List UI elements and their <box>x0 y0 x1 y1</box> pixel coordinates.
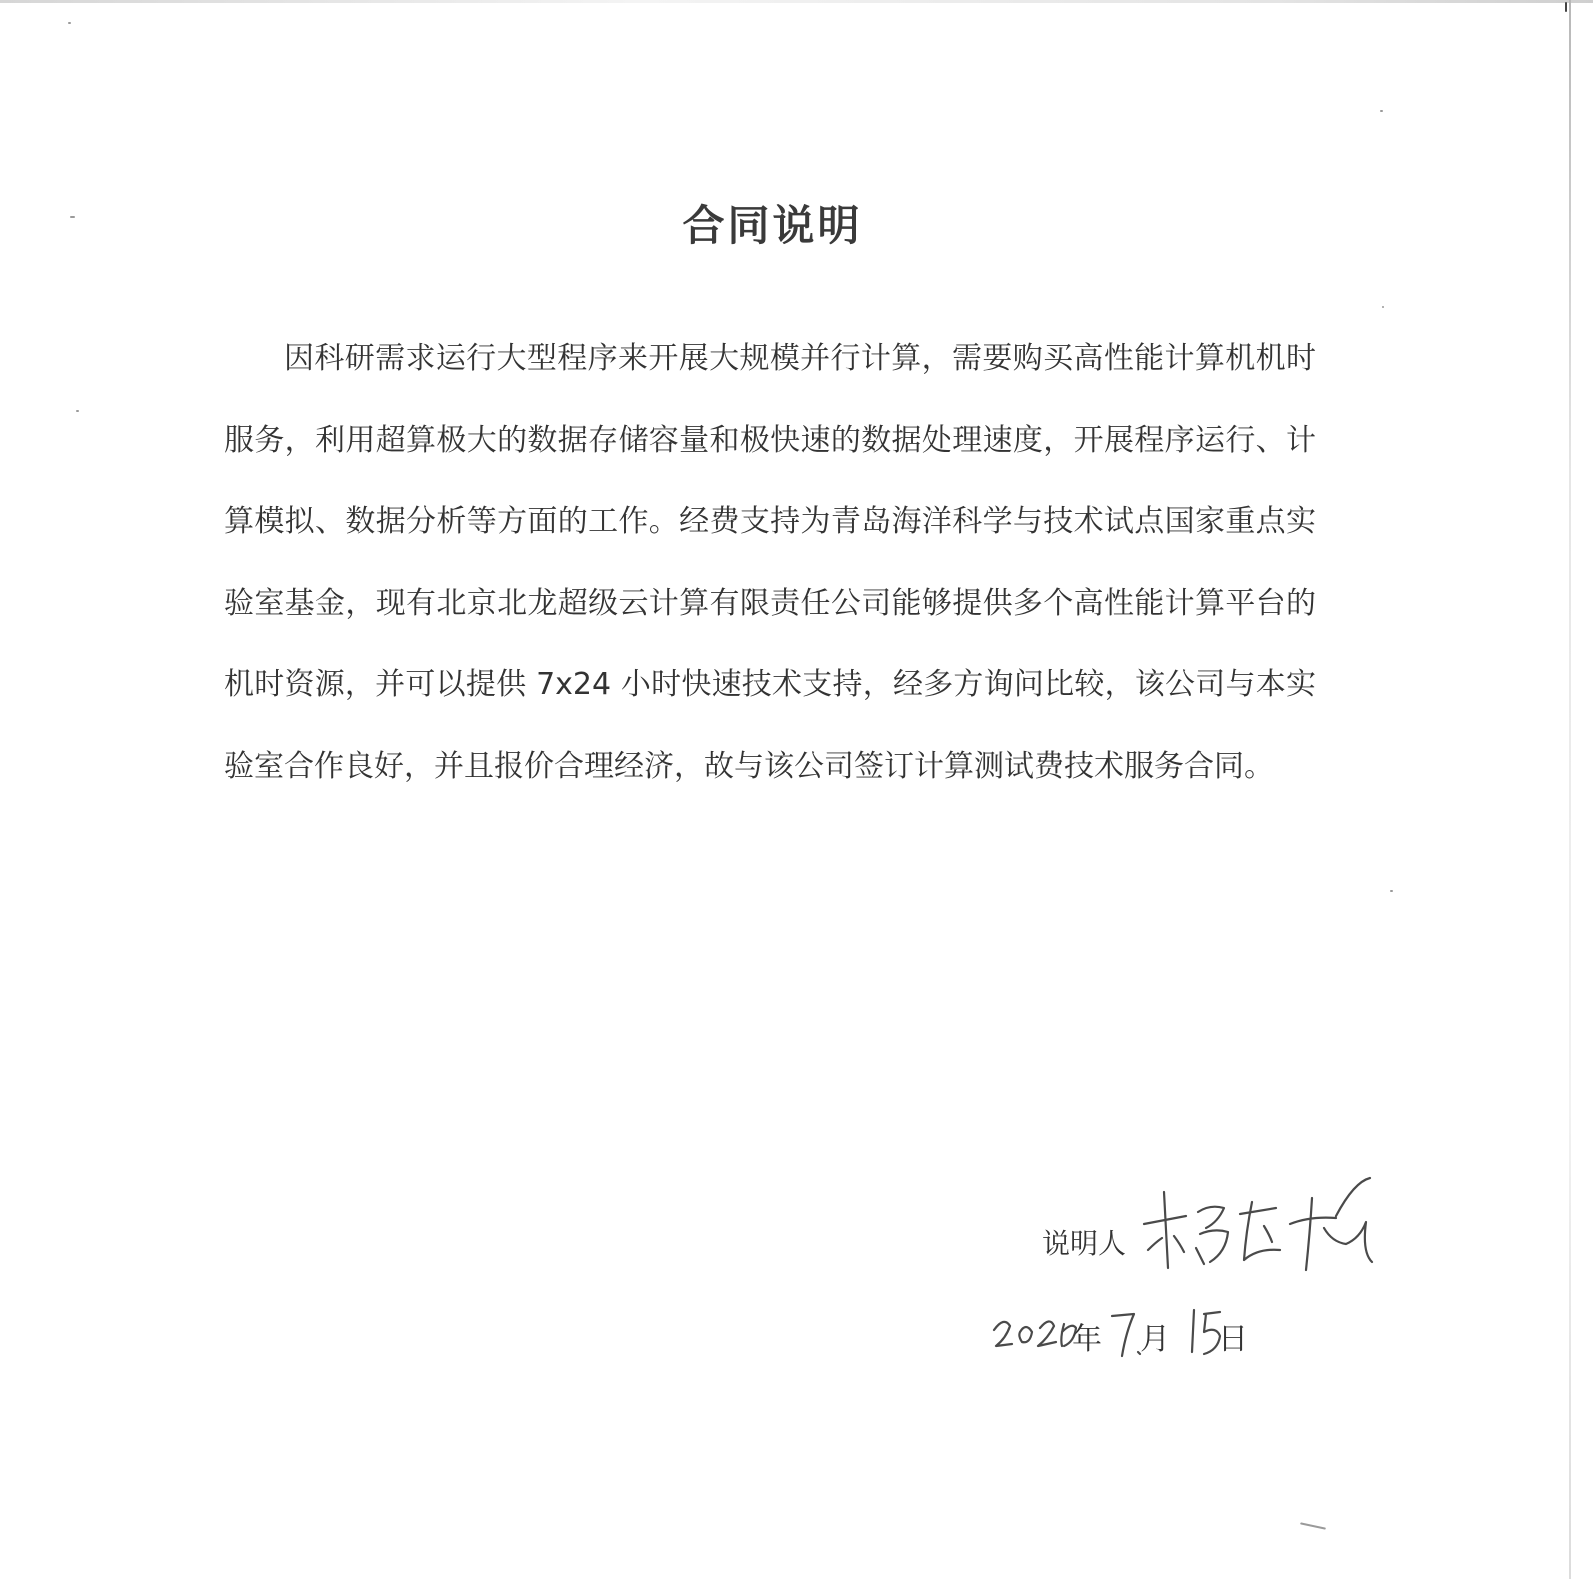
signer-label: 说明人 <box>1042 1227 1127 1260</box>
scan-top-edge <box>0 0 1593 3</box>
date-year-unit: 年 <box>1072 1322 1102 1357</box>
date-day-unit: 日 <box>1218 1322 1248 1357</box>
document-title: 合同说明 <box>682 201 863 250</box>
signature-date <box>990 1302 1290 1362</box>
scan-speck <box>1380 110 1383 112</box>
scan-speck <box>1382 306 1384 308</box>
scan-speck <box>1390 890 1393 892</box>
handwritten-signature <box>1140 1172 1400 1282</box>
date-month-unit: 月 <box>1140 1322 1170 1357</box>
handwritten-year <box>990 1302 1080 1362</box>
scan-speck <box>68 22 71 24</box>
scan-right-edge <box>1569 0 1571 1579</box>
scan-speck <box>1300 1522 1326 1529</box>
scan-speck <box>76 410 79 412</box>
document-paragraph: 因科研需求运行大型程序来开展大规模并行计算，需要购买高性能计算机机时服务，利用超算极大的数据存储容量和极快速的数据处理速度，开展程序运行、计算模拟、数据分析等方面的工作。经费支持为青岛海洋科学与技术试点国家重点实验室基金，现有北京北龙超级云计算有限责任公司能够提供多个高性能计算平台的机时资源，并可以提供 7x24 小时快速技术支持，经多方询问比较，该公司与本实验室合作良好，并且报价合理经济，故与该公司签订计算测试费技术服务合同。 <box>224 341 1316 784</box>
scan-speck <box>1565 2 1567 12</box>
